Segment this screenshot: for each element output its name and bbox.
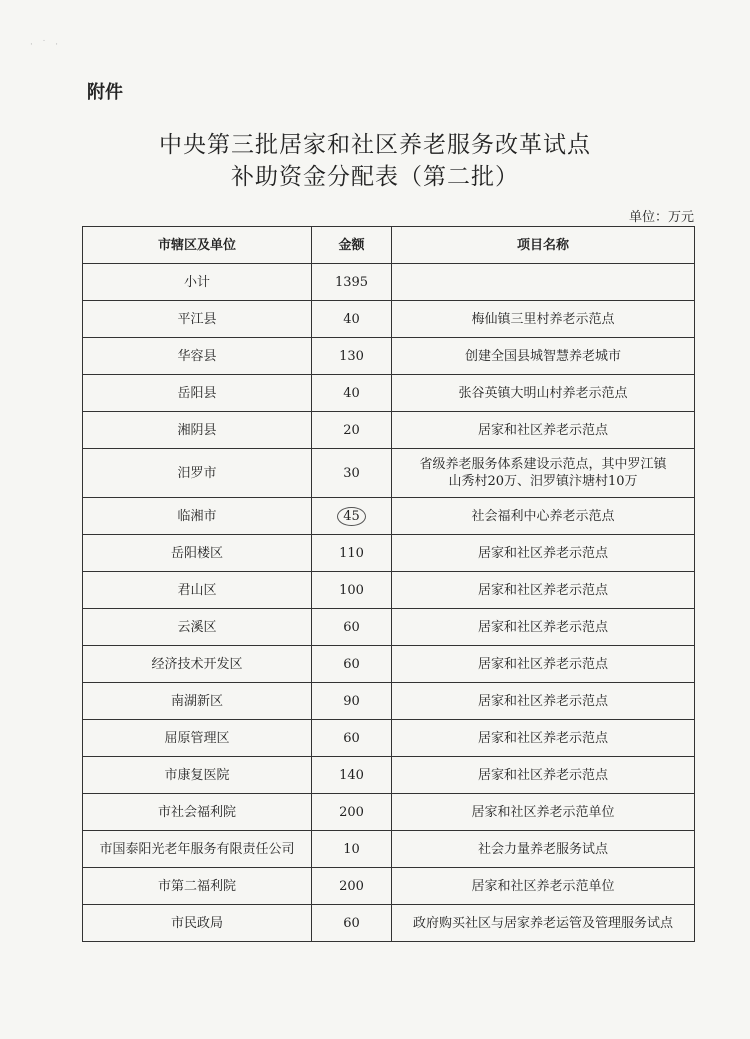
row-unit: 屈原管理区 bbox=[83, 720, 312, 757]
row-project: 居家和社区养老示范点 bbox=[392, 609, 695, 646]
table-row bbox=[83, 609, 695, 646]
row-unit: 临湘市 bbox=[83, 498, 312, 535]
row-amount: 60 bbox=[312, 720, 392, 757]
subtotal-amount: 1395 bbox=[312, 264, 392, 301]
row-unit: 经济技术开发区 bbox=[83, 646, 312, 683]
row-project: 政府购买社区与居家养老运管及管理服务试点 bbox=[392, 905, 695, 942]
header-amount: 金额 bbox=[312, 227, 392, 264]
row-project-line-2: 山秀村20万、汨罗镇汴塘村10万 bbox=[448, 474, 638, 489]
row-unit: 华容县 bbox=[83, 338, 312, 375]
row-unit: 岳阳楼区 bbox=[83, 535, 312, 572]
attachment-label: 附件 bbox=[87, 82, 123, 103]
row-amount: 140 bbox=[312, 757, 392, 794]
row-project: 居家和社区养老示范点 bbox=[392, 646, 695, 683]
table-row bbox=[83, 572, 695, 609]
row-unit: 市国泰阳光老年服务有限责任公司 bbox=[83, 831, 312, 868]
row-unit: 岳阳县 bbox=[83, 375, 312, 412]
subtotal-label: 小计 bbox=[83, 264, 312, 301]
title-line-2: 补助资金分配表（第二批） bbox=[231, 164, 519, 190]
row-project: 居家和社区养老示范单位 bbox=[392, 868, 695, 905]
subtotal-project bbox=[392, 264, 695, 301]
row-amount: 60 bbox=[312, 609, 392, 646]
row-amount: 30 bbox=[312, 449, 392, 498]
row-unit: 市社会福利院 bbox=[83, 794, 312, 831]
row-project: 创建全国县城智慧养老城市 bbox=[392, 338, 695, 375]
row-project-line-1: 省级养老服务体系建设示范点，其中罗江镇 bbox=[419, 457, 667, 472]
header-unit: 市辖区及单位 bbox=[83, 227, 312, 264]
row-project: 居家和社区养老示范点 bbox=[392, 572, 695, 609]
table-row bbox=[83, 301, 695, 338]
row-project: 居家和社区养老示范点 bbox=[392, 535, 695, 572]
row-amount: 200 bbox=[312, 794, 392, 831]
table-row bbox=[83, 449, 695, 498]
table-row bbox=[83, 683, 695, 720]
table-row bbox=[83, 905, 695, 942]
header-project: 项目名称 bbox=[392, 227, 695, 264]
table-row bbox=[83, 720, 695, 757]
row-unit: 市第二福利院 bbox=[83, 868, 312, 905]
row-unit: 君山区 bbox=[83, 572, 312, 609]
allocation-table bbox=[82, 226, 695, 942]
row-amount: 10 bbox=[312, 831, 392, 868]
row-project: 梅仙镇三里村养老示范点 bbox=[392, 301, 695, 338]
table-row bbox=[83, 338, 695, 375]
row-amount: 60 bbox=[312, 646, 392, 683]
row-project bbox=[392, 449, 695, 498]
header-row bbox=[83, 227, 695, 264]
row-project: 居家和社区养老示范点 bbox=[392, 720, 695, 757]
subtotal-row bbox=[83, 264, 695, 301]
table-row bbox=[83, 868, 695, 905]
table-row bbox=[83, 794, 695, 831]
row-project: 居家和社区养老示范点 bbox=[392, 757, 695, 794]
row-unit: 平江县 bbox=[83, 301, 312, 338]
row-amount: 40 bbox=[312, 375, 392, 412]
row-project: 社会力量养老服务试点 bbox=[392, 831, 695, 868]
table-row bbox=[83, 498, 695, 535]
row-unit: 汨罗市 bbox=[83, 449, 312, 498]
row-project: 张谷英镇大明山村养老示范点 bbox=[392, 375, 695, 412]
row-amount bbox=[312, 498, 392, 535]
table-row bbox=[83, 646, 695, 683]
row-project: 居家和社区养老示范点 bbox=[392, 683, 695, 720]
row-amount: 100 bbox=[312, 572, 392, 609]
row-project: 居家和社区养老示范单位 bbox=[392, 794, 695, 831]
row-amount: 130 bbox=[312, 338, 392, 375]
row-amount: 90 bbox=[312, 683, 392, 720]
scan-specks: · ˙ · bbox=[30, 40, 61, 50]
row-amount: 110 bbox=[312, 535, 392, 572]
circled-amount: 45 bbox=[337, 507, 366, 526]
row-amount: 40 bbox=[312, 301, 392, 338]
row-amount: 200 bbox=[312, 868, 392, 905]
row-unit: 市民政局 bbox=[83, 905, 312, 942]
table-row bbox=[83, 757, 695, 794]
table-row bbox=[83, 535, 695, 572]
table-row bbox=[83, 831, 695, 868]
row-unit: 云溪区 bbox=[83, 609, 312, 646]
table-row bbox=[83, 375, 695, 412]
row-project: 居家和社区养老示范点 bbox=[392, 412, 695, 449]
unit-label: 单位：万元 bbox=[628, 210, 694, 225]
row-unit: 市康复医院 bbox=[83, 757, 312, 794]
row-project: 社会福利中心养老示范点 bbox=[392, 498, 695, 535]
table-row bbox=[83, 412, 695, 449]
row-amount: 20 bbox=[312, 412, 392, 449]
title-line-1: 中央第三批居家和社区养老服务改革试点 bbox=[159, 132, 591, 158]
row-unit: 南湖新区 bbox=[83, 683, 312, 720]
row-unit: 湘阴县 bbox=[83, 412, 312, 449]
row-amount: 60 bbox=[312, 905, 392, 942]
